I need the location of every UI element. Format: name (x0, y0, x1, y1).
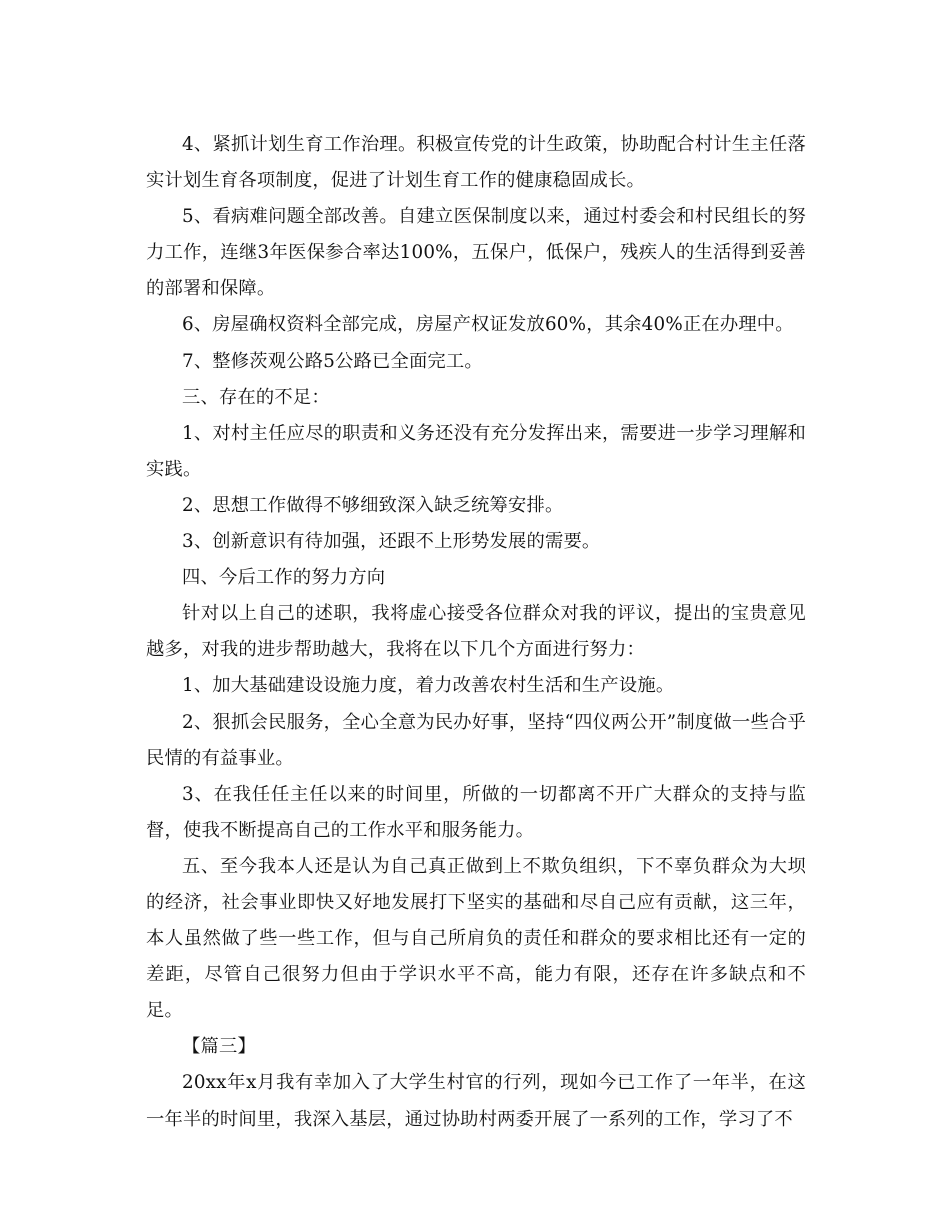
paragraph: 3、在我任任主任以来的时间里，所做的一切都离不开广大群众的支持与监督，使我不断提高自己的工作水平和服务能力。 (146, 783, 806, 841)
paragraph: 4、紧抓计划生育工作治理。积极宣传党的计生政策，协助配合村计生主任落实计划生育各项制度，促进了计划生育工作的健康稳固成长。 (146, 134, 806, 192)
paragraph: 2、思想工作做得不够细致深入缺乏统筹安排。 (182, 494, 564, 516)
paragraph: 针对以上自己的述职，我将虚心接受各位群众对我的评议，提出的宝贵意见越多，对我的进步帮助越大，我将在以下几个方面进行努力： (146, 603, 806, 661)
paragraph: 1、对村主任应尽的职责和义务还没有充分发挥出来，需要进一步学习理解和实践。 (146, 422, 806, 480)
paragraph: 5、看病难问题全部改善。自建立医保制度以来，通过村委会和村民组长的努力工作，连继3年医保参合率达100%，五保户，低保户，残疾人的生活得到妥善的部署和保障。 (146, 206, 806, 300)
section-heading: 四、今后工作的努力方向 (182, 567, 386, 589)
paragraph: 1、加大基础建设设施力度，着力改善农村生活和生产设施。 (182, 675, 675, 697)
paragraph: 7、整修茨观公路5公路已全面完工。 (182, 350, 483, 372)
paragraph: 2、狠抓会民服务，全心全意为民办好事，坚持“四仪两公开”制度做一些合乎民情的有益事业。 (146, 711, 806, 769)
paragraph: 五、至今我本人还是认为自己真正做到上不欺负组织，下不辜负群众为大坝的经济，社会事业即快又好地发展打下坚实的基础和尽自己应有贡献，这三年，本人虽然做了些一些工作，但与自己所肩负的责任和群众的要求相比还有一定的差距，尽管自己很努力但由于学识水平不高，能力有限，还存在许多缺点和不足。 (146, 855, 806, 1022)
paragraph: 6、房屋确权资料全部完成，房屋产权证发放60%，其余40%正在办理中。 (182, 314, 794, 336)
paragraph: 3、创新意识有待加强，还跟不上形势发展的需要。 (182, 531, 601, 553)
section-heading: 三、存在的不足： (182, 386, 330, 408)
document-body (146, 127, 806, 1138)
paragraph: 20xx年x月我有幸加入了大学生村官的行列，现如今已工作了一年半，在这一年半的时间里，我深入基层，通过协助村两委开展了一系列的工作，学习了不 (146, 1072, 806, 1130)
section-heading: 【篇三】 (182, 1036, 256, 1058)
